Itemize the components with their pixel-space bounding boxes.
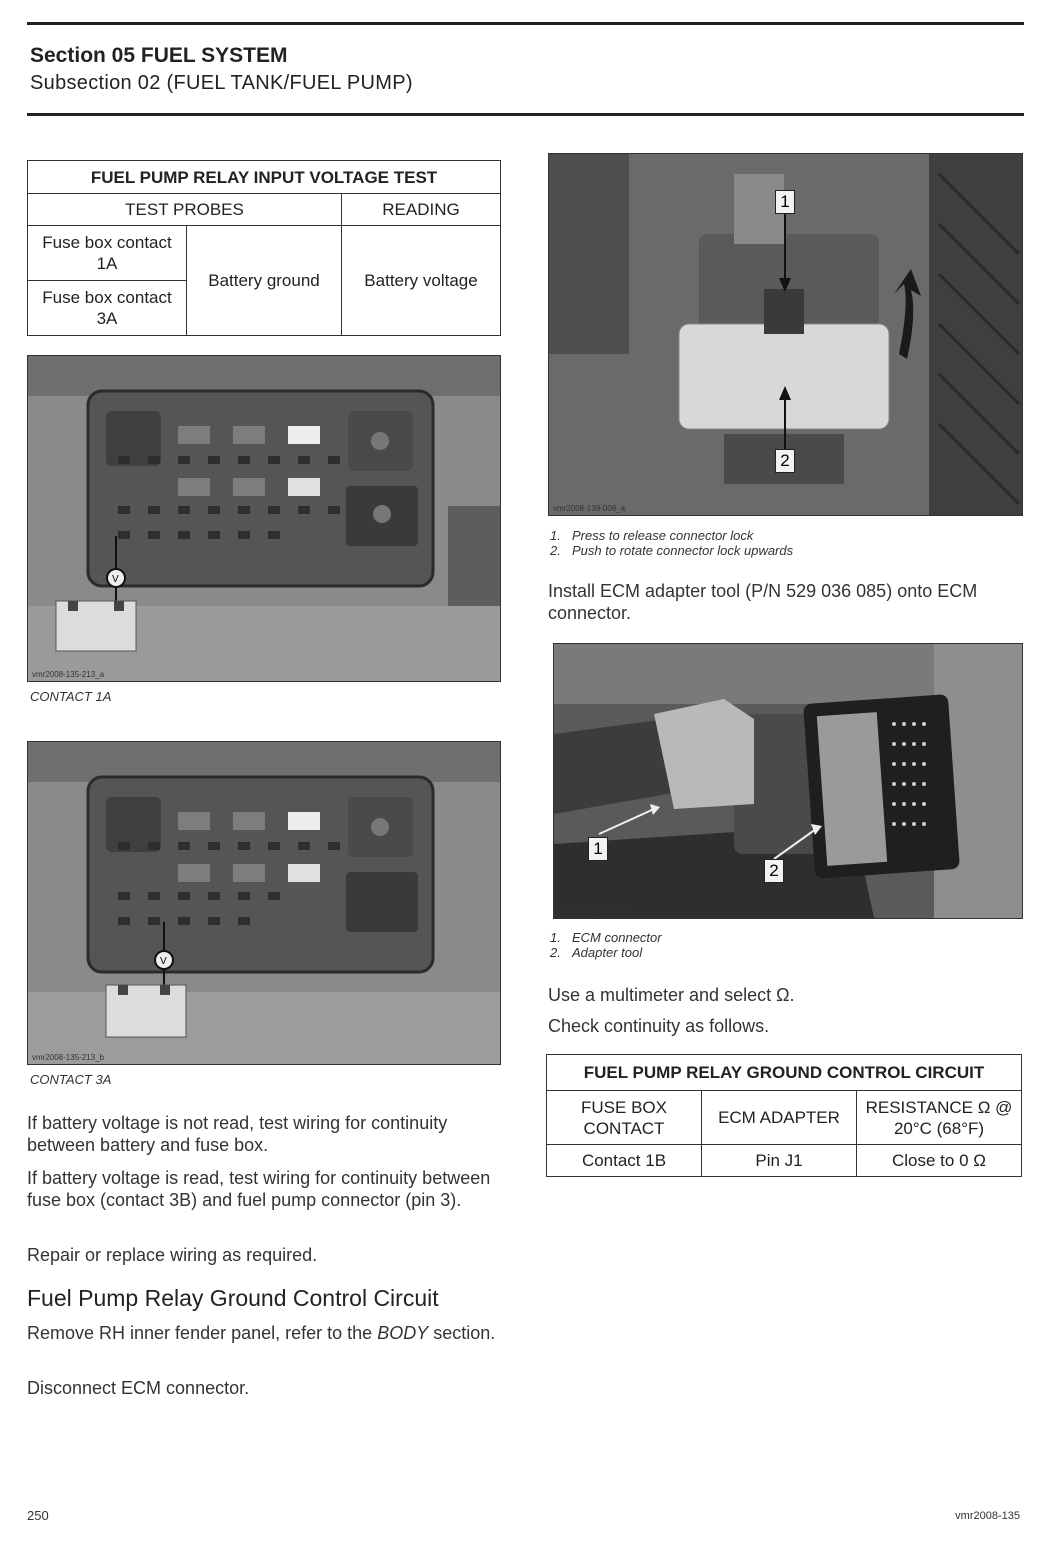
- table1-ground: Battery ground: [187, 226, 342, 336]
- table2-cell-contact: Contact 1B: [547, 1145, 702, 1177]
- paragraph-battery-read: If battery voltage is read, test wiring for continuity between fuse box (contact 3B) and fuel pump connector (pin 3).: [27, 1168, 491, 1210]
- paragraph-check-continuity: Check continuity as follows.: [548, 1016, 770, 1036]
- body-section-ref: BODY: [377, 1323, 429, 1343]
- fig3-callout-2: 2: [775, 449, 795, 473]
- fig3-legend-item: 2. Push to rotate connector lock upwards: [550, 543, 794, 558]
- fig3-legend-item: 1. Press to release connector lock: [550, 528, 754, 543]
- fig4-legend: [550, 930, 662, 960]
- remove-fender-text-b: section.: [428, 1323, 496, 1343]
- table2-cell-resistance: Close to 0 Ω: [857, 1145, 1022, 1177]
- page-number: 250: [27, 1508, 49, 1523]
- fig1-caption: CONTACT 1A: [30, 689, 112, 704]
- table1-reading: Battery voltage: [342, 226, 501, 336]
- table2-title: FUEL PUMP RELAY GROUND CONTROL CIRCUIT: [547, 1055, 1022, 1091]
- input-voltage-test-table: [27, 160, 501, 336]
- fig2-id: vmr2008-135-213_b: [32, 1053, 105, 1062]
- svg-text:V: V: [112, 574, 119, 585]
- paragraph-remove-fender: [27, 1322, 501, 1344]
- fig3-legend: [550, 528, 793, 558]
- document-code: vmr2008-135: [955, 1510, 1020, 1522]
- table2-header-ecm-adapter: ECM ADAPTER: [702, 1091, 857, 1145]
- fig4-callout-2: 2: [764, 859, 784, 883]
- table1-title: FUEL PUMP RELAY INPUT VOLTAGE TEST: [28, 161, 501, 194]
- table1-probe2: Fuse box contact 3A: [28, 281, 187, 336]
- paragraph-repair: Repair or replace wiring as required.: [27, 1245, 318, 1265]
- ground-control-circuit-table: [546, 1054, 1022, 1177]
- heading-ground-control-circuit: Fuel Pump Relay Ground Control Circuit: [27, 1285, 439, 1311]
- paragraph-battery-not-read: If battery voltage is not read, test wiring for continuity between battery and fuse box.: [27, 1113, 448, 1155]
- paragraph-install-adapter: Install ECM adapter tool (P/N 529 036 085) onto ECM connector.: [548, 581, 978, 623]
- table2-header-resistance: RESISTANCE Ω @ 20°C (68°F): [857, 1091, 1022, 1145]
- fig3-callout-1: 1: [775, 190, 795, 214]
- table1-col-probes: TEST PROBES: [28, 194, 342, 226]
- fig4-legend-item: 2. Adapter tool: [550, 945, 643, 960]
- paragraph-disconnect-ecm: Disconnect ECM connector.: [27, 1378, 250, 1398]
- fig4-id: vmr2008-139-016_a: [558, 907, 631, 916]
- fig1-id: vmr2008-135-213_a: [32, 670, 105, 679]
- table2-header-fuse-box: FUSE BOX CONTACT: [547, 1091, 702, 1145]
- fig4-callout-1: 1: [588, 837, 608, 861]
- header-rule: [27, 113, 1024, 116]
- fuse-box-photo-3a: [27, 741, 501, 1065]
- fig3-id: vmr2008-139-008_a: [553, 504, 626, 513]
- fig4-legend-item: 1. ECM connector: [550, 930, 662, 945]
- top-rule: [27, 22, 1024, 25]
- table2-cell-pin: Pin J1: [702, 1145, 857, 1177]
- subsection-title: Subsection 02 (FUEL TANK/FUEL PUMP): [30, 72, 413, 94]
- ecm-adapter-photo: [553, 643, 1023, 919]
- table1-col-reading: READING: [342, 194, 501, 226]
- svg-text:V: V: [160, 956, 167, 967]
- fuse-box-photo-1a: [27, 355, 501, 682]
- paragraph-use-multimeter: Use a multimeter and select Ω.: [548, 985, 795, 1005]
- table1-probe1: Fuse box contact 1A: [28, 226, 187, 281]
- remove-fender-text-a: Remove RH inner fender panel, refer to the: [27, 1323, 378, 1343]
- fig2-caption: CONTACT 3A: [30, 1072, 112, 1087]
- connector-lock-photo: [548, 153, 1023, 516]
- section-title: Section 05 FUEL SYSTEM: [30, 44, 288, 67]
